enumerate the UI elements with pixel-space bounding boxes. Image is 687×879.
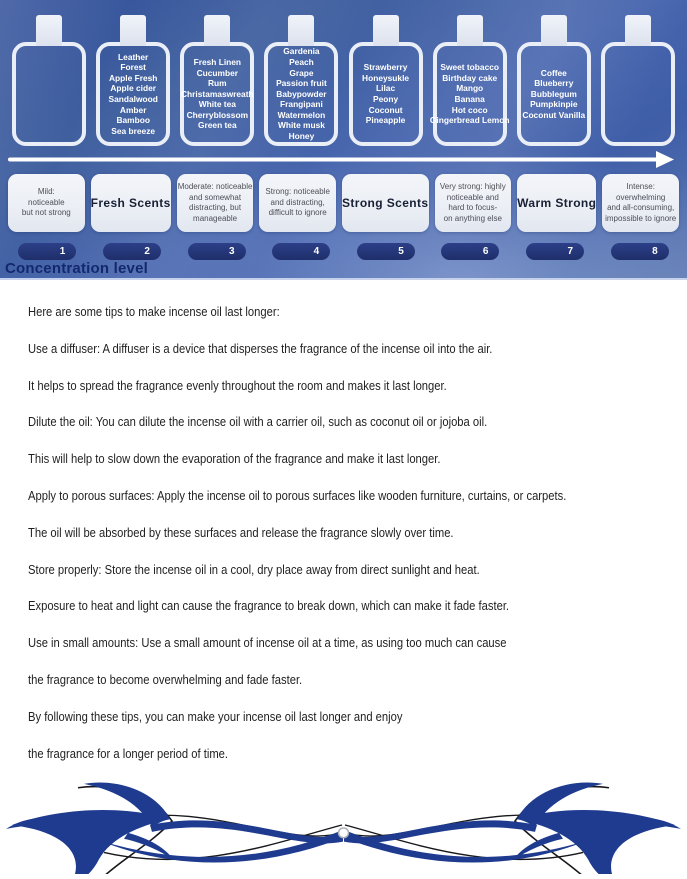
scent-name: Apple Fresh — [108, 72, 158, 83]
scent-name: Bubblegum — [530, 88, 577, 99]
bottle — [259, 15, 343, 146]
level-text-line: Moderate: noticeable — [177, 182, 253, 191]
scent-name: White tea — [198, 99, 236, 110]
scent-name: Grape — [289, 67, 314, 78]
bottle — [344, 15, 428, 146]
level-text-line: difficult to ignore — [268, 208, 327, 218]
scent-name: Strawberry — [363, 62, 408, 73]
tip-line: Apply to porous surfaces: Apply the incense oil to porous surfaces like wooden furniture, curtains, or carpets. — [28, 487, 567, 503]
scent-name: Forest — [120, 62, 146, 73]
scent-name: Peony — [372, 94, 399, 104]
bottle — [7, 15, 91, 146]
level-description-box — [177, 174, 254, 232]
level-number-slot — [516, 243, 595, 260]
level-number: 3 — [229, 246, 235, 257]
scent-name: Cucumber — [196, 67, 239, 78]
level-text-line: distracting, but — [189, 203, 242, 212]
level-number-pill — [611, 243, 669, 260]
bottle — [596, 15, 680, 146]
level-text-line: Warm Strong — [517, 195, 597, 210]
scent-name: Bamboo — [116, 115, 150, 126]
scent-name: Birthday cake — [442, 72, 498, 83]
concentration-arrow-icon — [8, 151, 674, 168]
level-number: 8 — [652, 246, 658, 257]
level-number: 4 — [313, 246, 320, 257]
bottle-cap-icon — [457, 15, 483, 46]
level-description-box — [8, 174, 85, 232]
level-number-slot — [600, 243, 679, 260]
tip-line: The oil will be absorbed by these surfaces and release the fragrance slowly over time. — [28, 524, 454, 540]
bottle-body — [264, 42, 338, 146]
level-description-box — [342, 174, 429, 232]
tribal-flourish-decoration — [0, 776, 687, 874]
scent-name: Apple cider — [110, 83, 156, 94]
scent-name: Pineapple — [365, 115, 406, 126]
tip-line: Use a diffuser: A diffuser is a device that disperses the fragrance of the incense oil into the air. — [28, 340, 493, 356]
level-text-line: Strong Scents — [341, 195, 429, 210]
level-number-row — [0, 243, 687, 260]
bottle-body — [349, 42, 423, 146]
level-text-line: and distracting, — [270, 197, 325, 207]
bottle — [175, 15, 259, 146]
tip-line: Here are some tips to make incense oil last longer: — [28, 304, 280, 319]
tip-line: By following these tips, you can make your incense oil last longer and enjoy — [28, 708, 403, 724]
scent-name: Cherryblossom — [186, 109, 249, 120]
scent-name: Coconut Vanilla — [522, 109, 586, 120]
bottle-body — [180, 42, 254, 146]
scent-name: Rum — [208, 78, 227, 89]
level-text-line: impossible to ignore — [605, 213, 677, 223]
bottles-row — [0, 15, 687, 146]
level-description-box — [91, 174, 171, 232]
level-text-line: noticeable — [28, 197, 65, 207]
tips-section — [0, 280, 687, 772]
tip-line: It helps to spread the fragrance evenly throughout the room and makes it last longer. — [28, 377, 447, 393]
scent-name: Sea breeze — [111, 125, 156, 136]
bottle-body — [96, 42, 170, 146]
level-number-pill — [188, 243, 246, 260]
scent-name: Hot coco — [451, 104, 488, 115]
bottle-cap-icon — [204, 15, 230, 46]
level-number-slot — [262, 243, 341, 260]
scent-name: Banana — [454, 94, 485, 104]
scent-name: Leather — [118, 51, 149, 62]
level-number: 2 — [144, 246, 150, 257]
bottle-cap-icon — [625, 15, 651, 46]
bottle-body — [429, 42, 510, 146]
scent-name: Honeysukle — [362, 72, 410, 83]
scent-concentration-panel — [0, 0, 687, 280]
scent-name: Pumpkinpie — [530, 99, 578, 110]
level-description-box — [259, 174, 336, 232]
level-number-slot — [347, 243, 426, 260]
scent-name: Watermelon — [277, 109, 326, 120]
level-text-line: Mild: — [37, 187, 55, 197]
level-text-line: hard to focus- — [448, 203, 498, 212]
level-description-box — [435, 174, 512, 232]
scent-name: Mango — [456, 83, 484, 94]
tip-line: the fragrance to become overwhelming and fade faster. — [28, 671, 303, 687]
level-text-line: noticeable and — [446, 192, 499, 202]
level-number: 7 — [567, 246, 574, 257]
levels-row — [0, 174, 687, 232]
bottle-cap-icon — [36, 15, 62, 46]
bottle-body — [12, 42, 86, 146]
tip-line: Use in small amounts: Use a small amount of incense oil at a time, as using too much can cause — [28, 635, 507, 651]
scent-name: Coconut — [368, 104, 403, 115]
tip-line: the fragrance for a longer period of time. — [28, 745, 229, 761]
concentration-level-label: Concentration level — [5, 260, 148, 277]
scent-name: Green tea — [197, 120, 237, 131]
scent-name: Fresh Linen — [193, 56, 242, 67]
tip-line: Dilute the oil: You can dilute the incense oil with a carrier oil, such as coconut oil or jojoba oil. — [28, 414, 488, 430]
level-number-pill — [272, 243, 330, 260]
scent-name: Passion fruit — [276, 78, 327, 89]
level-number-pill — [357, 243, 415, 260]
scent-name: Frangipani — [280, 99, 323, 110]
level-number-slot — [177, 243, 256, 260]
level-text-line: Very strong: highly — [439, 182, 506, 191]
bottle-body — [601, 42, 675, 146]
level-number-slot — [8, 243, 87, 260]
scent-name: Sweet tobacco — [440, 62, 500, 73]
level-text-line: overwhelming — [616, 192, 666, 202]
level-text-line: Fresh Scents — [90, 195, 171, 210]
level-number-pill — [103, 243, 161, 260]
level-description-box — [517, 174, 596, 232]
scent-name: Honey — [288, 131, 315, 142]
level-text-line: and all-consuming, — [607, 203, 675, 212]
bottle — [512, 15, 596, 146]
level-number: 6 — [482, 246, 489, 257]
scent-name: Blueberry — [534, 78, 574, 89]
bottle — [91, 15, 175, 146]
scent-name: Amber — [119, 104, 147, 115]
level-text-line: on anything else — [443, 213, 502, 223]
scent-name: Gingerbread Lemon — [429, 115, 510, 126]
scent-name: Peach — [289, 56, 314, 67]
level-number-slot — [431, 243, 510, 260]
bottle-cap-icon — [288, 15, 314, 46]
bottle-cap-icon — [120, 15, 146, 46]
level-number: 5 — [398, 246, 404, 257]
level-number-slot — [93, 243, 172, 260]
scent-name: Sandalwood — [108, 94, 158, 104]
tip-line: Store properly: Store the incense oil in a cool, dry place away from direct sunlight and heat. — [28, 561, 480, 577]
scent-name: Lilac — [376, 83, 396, 94]
scent-name: Christamaswreath — [181, 88, 254, 99]
level-description-box — [602, 174, 679, 232]
bottle-cap-icon — [541, 15, 567, 46]
level-text-line: but not strong — [21, 208, 71, 218]
tip-line: Exposure to heat and light can cause the fragrance to break down, which can make it fade faster. — [28, 598, 510, 614]
bottle-body — [517, 42, 591, 146]
bottle-cap-icon — [373, 15, 399, 46]
scent-name: Coffee — [540, 67, 567, 78]
level-number-pill — [441, 243, 499, 260]
scent-name: Babypowder — [276, 88, 327, 99]
scent-name: White musk — [277, 120, 325, 131]
bottle — [428, 15, 512, 146]
level-text-line: Intense: — [626, 182, 655, 191]
level-text-line: manageable — [193, 213, 238, 223]
scent-name: Gardenia — [283, 46, 320, 57]
tip-line: This will help to slow down the evaporation of the fragrance and make it last longer. — [28, 451, 441, 467]
level-number: 1 — [59, 246, 66, 257]
level-text-line: Strong: noticeable — [265, 187, 330, 197]
level-number-pill — [526, 243, 584, 260]
level-text-line: and somewhat — [189, 192, 242, 202]
level-number-pill — [18, 243, 76, 260]
